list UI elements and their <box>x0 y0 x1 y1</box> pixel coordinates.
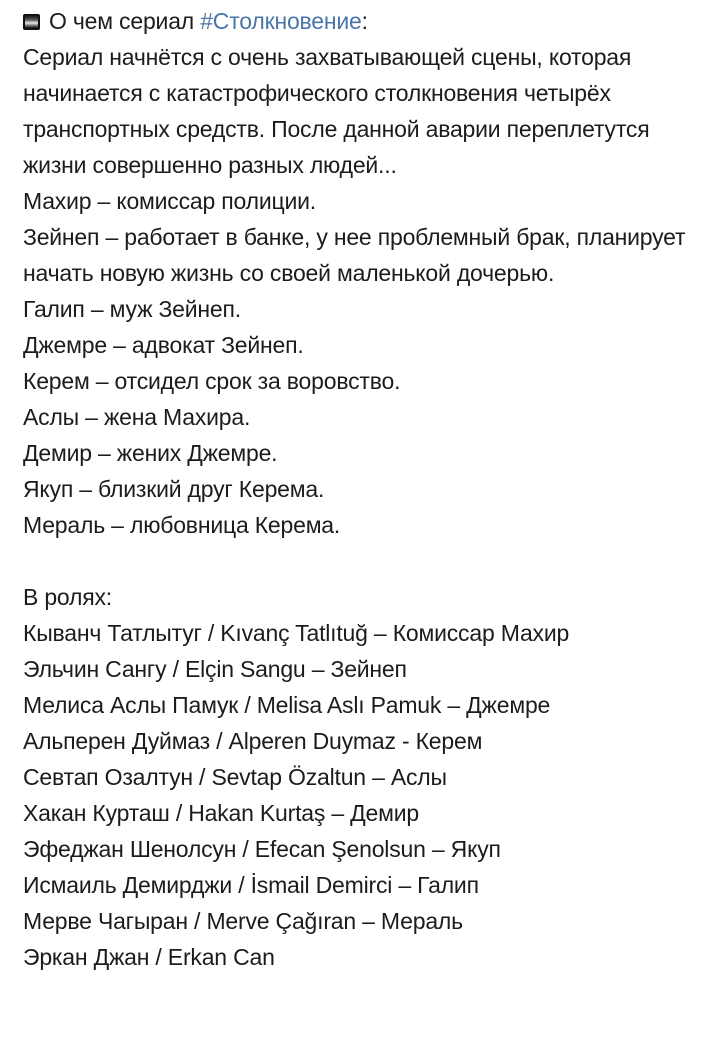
description-line: Махир – комиссар полиции. <box>23 188 316 214</box>
description-line: Джемре – адвокат Зейнеп. <box>23 332 304 358</box>
description-line: Галип – муж Зейнеп. <box>23 296 241 322</box>
cast-heading: В ролях: <box>23 584 112 610</box>
description-line: Якуп – близкий друг Керема. <box>23 476 325 502</box>
cast-section <box>23 615 698 975</box>
cast-line: Мелиса Аслы Памук / Melisa Aslı Pamuk – Джемре <box>23 692 551 718</box>
cast-line: Исмаиль Демирджи / İsmail Demirci – Галип <box>23 872 479 898</box>
glossy-square-icon <box>23 14 40 30</box>
hashtag-link[interactable]: #Столкновение <box>200 8 362 34</box>
cast-line: Альперен Дуймаз / Alperen Duymaz - Керем <box>23 728 483 754</box>
cast-line: Хакан Курташ / Hakan Kurtaş – Демир <box>23 800 419 826</box>
description-line: Зейнеп – работает в банке, у нее проблемный брак, планирует начать новую жизнь со своей маленькой дочерью. <box>23 224 686 286</box>
blank-line <box>23 543 698 579</box>
cast-line: Кыванч Татлытуг / Kıvanç Tatlıtuğ – Комиссар Махир <box>23 620 570 646</box>
description-line: Сериал начнётся с очень захватывающей сцены, которая начинается с катастрофического столкновения четырёх транспортных средств. После данной аварии переплетутся жизни совершенно разных людей... <box>23 44 650 178</box>
description-section <box>23 39 698 543</box>
cast-line: Севтап Озалтун / Sevtap Özaltun – Аслы <box>23 764 447 790</box>
description-line: Аслы – жена Махира. <box>23 404 251 430</box>
description-line: Мераль – любовница Керема. <box>23 512 341 538</box>
description-line: Керем – отсидел срок за воровство. <box>23 368 401 394</box>
header-text: О чем сериал <box>49 8 201 34</box>
description-line: Демир – жених Джемре. <box>23 440 278 466</box>
post-header <box>23 3 698 39</box>
cast-line: Эльчин Сангу / Elçin Sangu – Зейнеп <box>23 656 407 682</box>
header-colon: : <box>361 8 368 34</box>
cast-line: Эркан Джан / Erkan Can <box>23 944 275 970</box>
cast-line: Мерве Чагыран / Merve Çağıran – Мераль <box>23 908 463 934</box>
cast-line: Эфеджан Шенолсун / Efecan Şenolsun – Якуп <box>23 836 501 862</box>
